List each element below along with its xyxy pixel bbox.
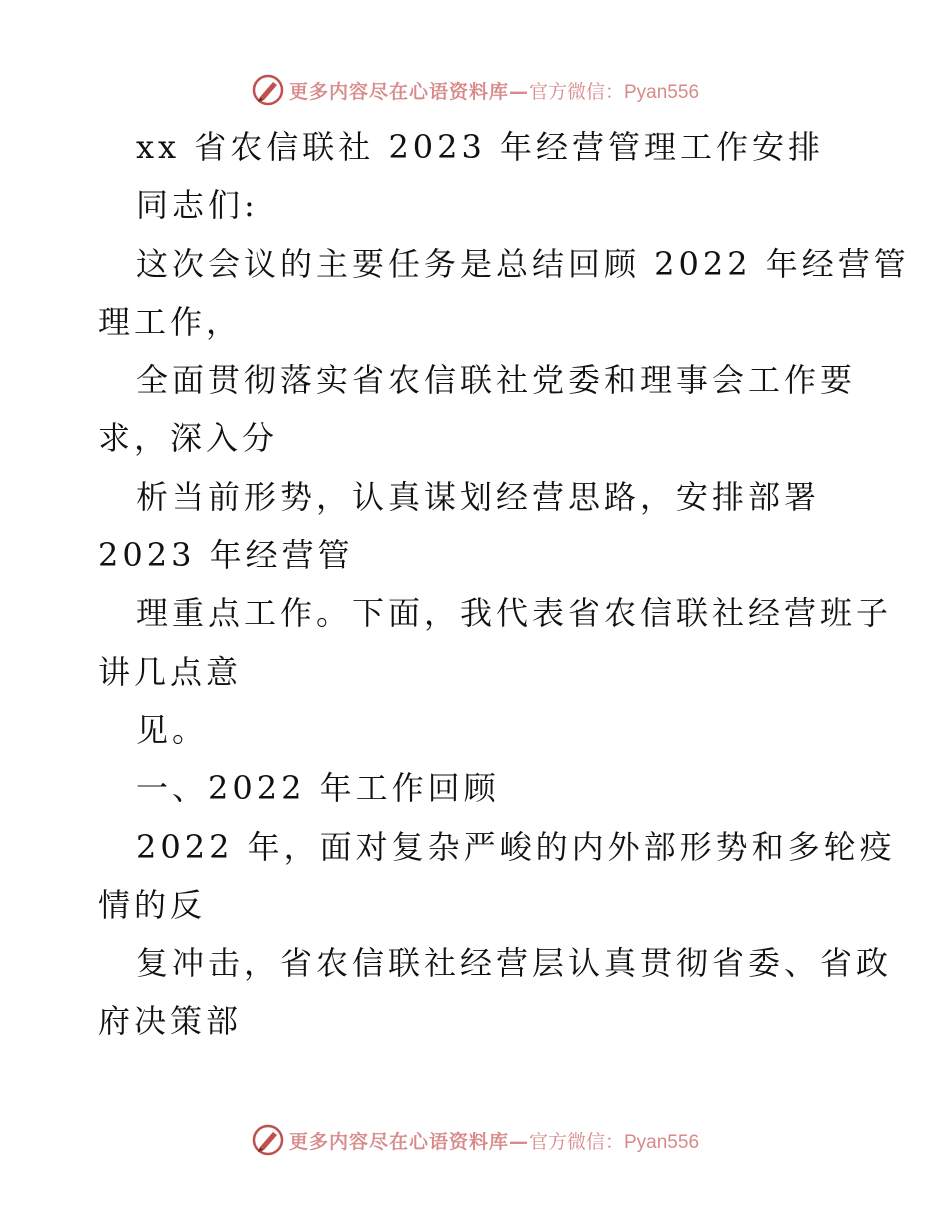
text-line: 复冲击，省农信联社经营层认真贯彻省委、省政 <box>136 944 893 983</box>
text-line: 见。 <box>136 710 209 749</box>
text-line: 府决策部 <box>98 1002 243 1041</box>
watermark-header <box>0 70 950 110</box>
text-line: 2023 年经营管 <box>98 536 354 575</box>
document-body <box>98 118 910 1051</box>
text-line: 这次会议的主要任务是总结回顾 2022 年经营管 <box>136 244 910 283</box>
watermark-footer <box>0 1120 950 1160</box>
watermark-wechat: 官方微信：Pyan556 <box>529 1131 700 1153</box>
watermark-text: 更多内容尽在心语资料库— <box>288 80 529 103</box>
text-line: 理工作， <box>98 302 243 341</box>
text-line: 理重点工作。下面，我代表省农信联社经营班子 <box>136 594 893 633</box>
watermark-text: 更多内容尽在心语资料库— <box>288 1130 529 1153</box>
pen-logo-icon <box>251 73 285 107</box>
watermark-wechat: 官方微信：Pyan556 <box>529 81 700 103</box>
text-line: 一、2022 年工作回顾 <box>136 769 500 808</box>
pen-logo-icon <box>251 1123 285 1157</box>
text-line: 情的反 <box>98 885 207 924</box>
text-line: 析当前形势，认真谋划经营思路，安排部署 <box>136 477 821 516</box>
text-line: 求，深入分 <box>98 419 279 458</box>
text-line: xx 省农信联社 2023 年经营管理工作安排 <box>136 128 825 166</box>
text-line: 全面贯彻落实省农信联社党委和理事会工作要 <box>136 361 857 400</box>
text-line: 同志们: <box>136 186 259 225</box>
text-line: 讲几点意 <box>98 652 243 691</box>
text-line: 2022 年，面对复杂严峻的内外部形势和多轮疫 <box>136 827 896 866</box>
